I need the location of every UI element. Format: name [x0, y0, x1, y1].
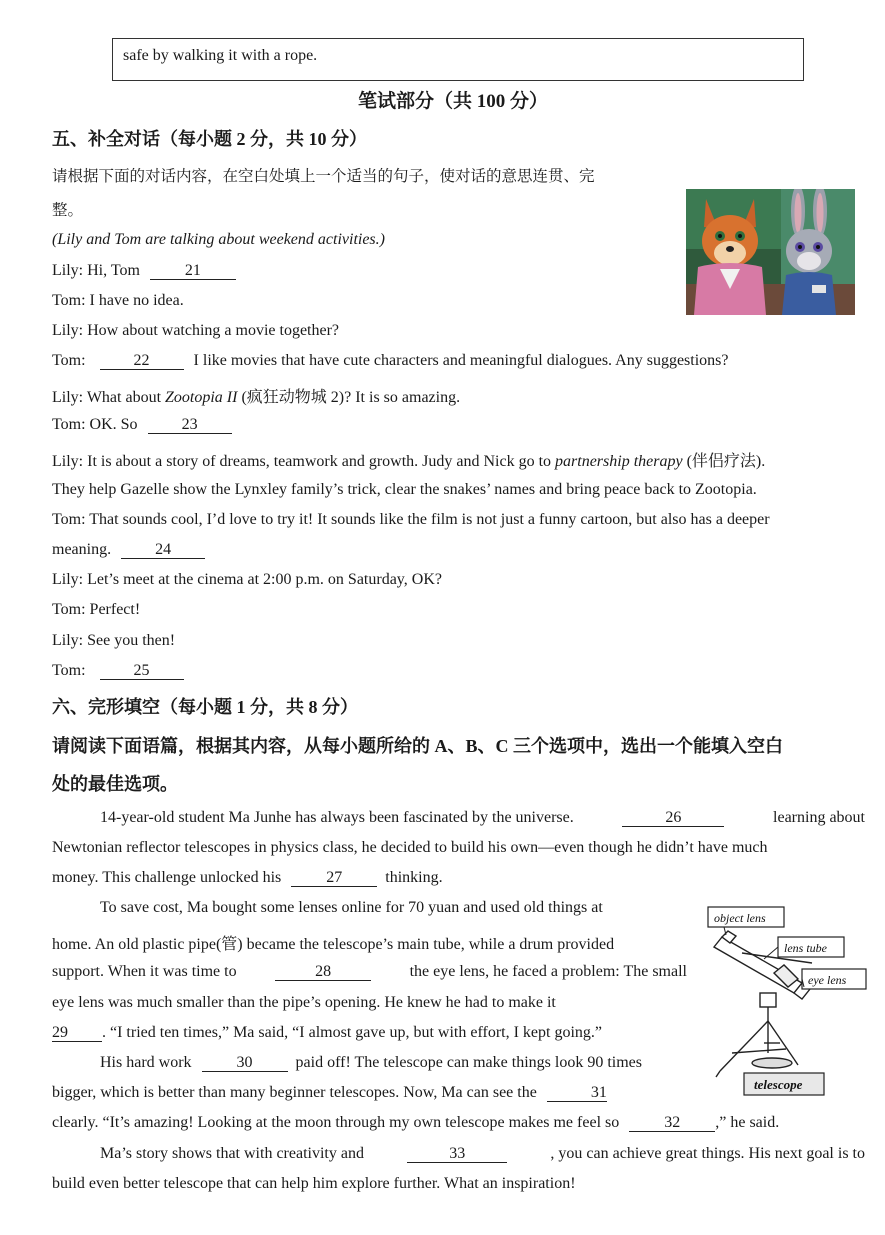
- top-box-text: safe by walking it with a rope.: [123, 47, 318, 64]
- passage-text: money. This challenge unlocked his: [52, 869, 282, 886]
- passage-text: the eye lens, he faced a problem: The small: [409, 963, 687, 980]
- section6-instruction: 请阅读下面语篇，根据其内容，从每小题所给的 A、B、C 三个选项中，选出一个能填入空白: [52, 736, 783, 756]
- passage-text: clearly. “It’s amazing! Looking at the moon through my own telescope makes me feel so: [52, 1114, 620, 1131]
- passage-text: bigger, which is better than many beginner telescopes. Now, Ma can see the: [52, 1084, 537, 1101]
- answer-blank-25[interactable]: 25: [100, 662, 184, 680]
- dialogue-line: Lily: Let’s meet at the cinema at 2:00 p.m. on Saturday, OK?: [52, 571, 442, 588]
- label-eye-lens: eye lens: [808, 973, 847, 987]
- dialogue-text: Tom:: [52, 352, 86, 369]
- passage-line: [100, 809, 865, 827]
- passage-text: . “I tried ten times,” Ma said, “I almost gave up, but with effort, I kept going.”: [102, 1024, 603, 1041]
- passage-line: [52, 869, 443, 887]
- section5-instruction-cont: 整。: [52, 201, 84, 219]
- dialogue-line: [52, 262, 236, 280]
- dialogue-line: Lily: How about watching a movie together?: [52, 322, 340, 339]
- dialogue-line: [52, 352, 729, 370]
- dialogue-context: (Lily and Tom are talking about weekend activities.): [52, 231, 385, 248]
- dialogue-text: Tom: OK. So: [52, 416, 138, 433]
- answer-blank-27[interactable]: 27: [291, 869, 377, 887]
- passage-line: home. An old plastic pipe(管) became the telescope’s main tube, while a drum provided: [52, 936, 615, 953]
- label-lens-tube: lens tube: [784, 941, 827, 955]
- answer-blank-24[interactable]: 24: [121, 541, 205, 559]
- answer-blank-28[interactable]: 28: [275, 963, 371, 981]
- label-object-lens: object lens: [714, 911, 766, 925]
- passage-line: eye lens was much smaller than the pipe’s opening. He knew he had to make it: [52, 994, 556, 1011]
- passage-line: [52, 1084, 607, 1102]
- dialogue-text: (伴侣疗法).: [682, 453, 766, 470]
- answer-blank-32[interactable]: 32: [629, 1114, 715, 1132]
- telescope-figure: [702, 903, 870, 1101]
- passage-line: Newtonian reflector telescopes in physics class, he decided to build his own—even though he didn’t have much: [52, 839, 768, 856]
- passage-text: support. When it was time to: [52, 963, 237, 980]
- section6-title: 六、完形填空（每小题 1 分，共 8 分）: [52, 697, 358, 717]
- passage-line: [52, 963, 687, 981]
- answer-blank-30[interactable]: 30: [202, 1054, 288, 1072]
- dialogue-text: (疯狂动物城 2)? It is so amazing.: [237, 389, 461, 406]
- dialogue-line: [52, 541, 205, 559]
- dialogue-line: [52, 384, 460, 407]
- answer-blank-21[interactable]: 21: [150, 262, 236, 280]
- dialogue-text: meaning.: [52, 541, 112, 558]
- dialogue-line: Tom: I have no idea.: [52, 292, 184, 309]
- passage-text: paid off! The telescope can make things look 90 times: [295, 1054, 642, 1071]
- passage-line: [52, 1024, 602, 1042]
- telescope-drawing: [702, 903, 870, 1101]
- passage-line: [100, 1145, 865, 1163]
- dialogue-text: Lily: What about: [52, 389, 166, 406]
- zootopia-illustration: [686, 189, 855, 315]
- dialogue-line: [52, 448, 765, 471]
- passage-line: [52, 1114, 779, 1132]
- label-telescope-caption: telescope: [754, 1077, 803, 1092]
- dialogue-line: [52, 416, 232, 434]
- section5-title: 五、补全对话（每小题 2 分，共 10 分）: [52, 129, 367, 149]
- dialogue-line: They help Gazelle show the Lynxley family’s trick, clear the snakes’ names and bring peace back to Zootopia.: [52, 481, 757, 498]
- answer-blank-29[interactable]: 29: [52, 1024, 102, 1042]
- passage-text: learning about: [773, 809, 865, 826]
- answer-blank-33[interactable]: 33: [407, 1145, 507, 1163]
- section5-instruction: 请根据下面的对话内容，在空白处填上一个适当的句子，使对话的意思连贯、完: [52, 167, 595, 185]
- passage-text: thinking.: [385, 869, 443, 886]
- answer-blank-22[interactable]: 22: [100, 352, 184, 370]
- passage-line: build even better telescope that can help him explore further. What an inspiration!: [52, 1175, 576, 1192]
- page-heading: 笔试部分（共 100 分）: [358, 91, 549, 112]
- dialogue-text: Lily: It is about a story of dreams, teamwork and growth. Judy and Nick go to: [52, 453, 556, 470]
- term-italic: partnership therapy: [555, 453, 683, 470]
- answer-blank-26[interactable]: 26: [622, 809, 724, 827]
- answer-blank-31[interactable]: 31: [547, 1084, 607, 1102]
- answer-blank-23[interactable]: 23: [148, 416, 232, 434]
- passage-text: Ma’s story shows that with creativity and: [100, 1145, 364, 1162]
- passage-text: ,” he said.: [715, 1114, 780, 1131]
- passage-text: His hard work: [100, 1054, 192, 1071]
- dialogue-line: [52, 662, 184, 680]
- dialogue-text: I like movies that have cute characters and meaningful dialogues. Any suggestions?: [193, 352, 729, 369]
- dialogue-text: Tom:: [52, 662, 86, 679]
- passage-line: To save cost, Ma bought some lenses online for 70 yuan and used old things at: [100, 899, 603, 916]
- dialogue-line: Tom: That sounds cool, I’d love to try it! It sounds like the film is not just a funny cartoon, but also has a deeper: [52, 511, 770, 528]
- zootopia-image: [686, 189, 855, 315]
- dialogue-text: Lily: Hi, Tom: [52, 262, 140, 279]
- dialogue-line: Lily: See you then!: [52, 632, 176, 649]
- passage-text: , you can achieve great things. His next goal is to: [550, 1145, 865, 1162]
- passage-text: 14-year-old student Ma Junhe has always been fascinated by the universe.: [100, 809, 574, 826]
- section6-instruction-cont: 处的最佳选项。: [52, 774, 178, 794]
- dialogue-line: Tom: Perfect!: [52, 601, 141, 618]
- passage-line: [100, 1054, 687, 1072]
- movie-title: Zootopia II: [165, 389, 238, 406]
- top-text-box: [112, 38, 804, 81]
